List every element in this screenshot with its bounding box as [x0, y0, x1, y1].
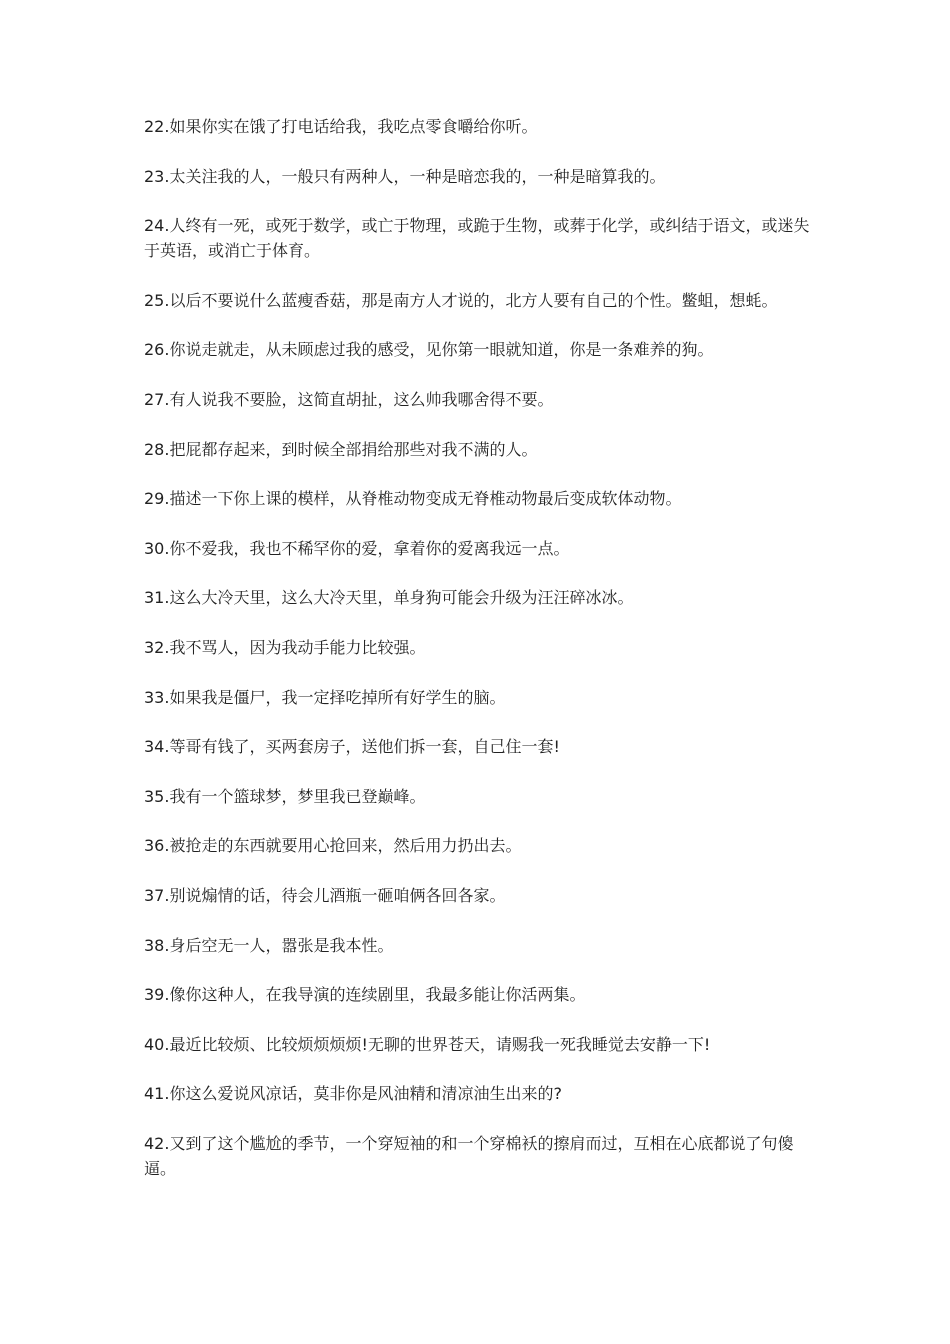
list-item: 24.人终有一死，或死于数学，或亡于物理，或跪于生物，或葬于化学，或纠结于语文，或迷失于英语，或消亡于体育。	[144, 216, 810, 261]
list-item: 39.像你这种人，在我导演的连续剧里，我最多能让你活两集。	[144, 985, 586, 1005]
list-item: 25.以后不要说什么蓝瘦香菇，那是南方人才说的，北方人要有自己的个性。鳖蛆，想蚝。	[144, 290, 778, 310]
list-item: 34.等哥有钱了，买两套房子，送他们拆一套，自己住一套!	[144, 737, 560, 757]
list-item: 30.你不爱我，我也不稀罕你的爱，拿着你的爱离我远一点。	[144, 538, 570, 558]
list-item: 23.太关注我的人，一般只有两种人，一种是暗恋我的，一种是暗算我的。	[144, 166, 666, 186]
list-item: 32.我不骂人，因为我动手能力比较强。	[144, 637, 426, 657]
list-item: 22.如果你实在饿了打电话给我，我吃点零食嚼给你听。	[144, 117, 538, 136]
list-item: 35.我有一个篮球梦，梦里我已登巅峰。	[144, 786, 426, 806]
list-item: 31.这么大冷天里，这么大冷天里，单身狗可能会升级为汪汪碎冰冰。	[144, 588, 634, 608]
list-item: 36.被抢走的东西就要用心抢回来，然后用力扔出去。	[144, 836, 522, 856]
list-item: 40.最近比较烦、比较烦烦烦烦!无聊的世界苍天，请赐我一死我睡觉去安静一下!	[144, 1034, 711, 1054]
document-body	[144, 114, 810, 1205]
list-item: 29.描述一下你上课的模样，从脊椎动物变成无脊椎动物最后变成软体动物。	[144, 489, 682, 509]
list-item: 37.别说煽情的话，待会儿酒瓶一砸咱俩各回各家。	[144, 885, 506, 905]
list-item: 26.你说走就走，从未顾虑过我的感受，见你第一眼就知道，你是一条难养的狗。	[144, 340, 714, 360]
list-item: 28.把屁都存起来，到时候全部捐给那些对我不满的人。	[144, 439, 538, 459]
list-item: 41.你这么爱说风凉话，莫非你是风油精和清凉油生出来的?	[144, 1084, 562, 1104]
list-item: 33.如果我是僵尸，我一定择吃掉所有好学生的脑。	[144, 687, 506, 707]
list-item: 38.身后空无一人，嚣张是我本性。	[144, 935, 394, 955]
list-item: 27.有人说我不要脸，这简直胡扯，这么帅我哪舍得不要。	[144, 389, 554, 409]
list-item: 42.又到了这个尴尬的季节，一个穿短袖的和一个穿棉袄的擦肩而过，互相在心底都说了句傻逼。	[144, 1133, 794, 1178]
